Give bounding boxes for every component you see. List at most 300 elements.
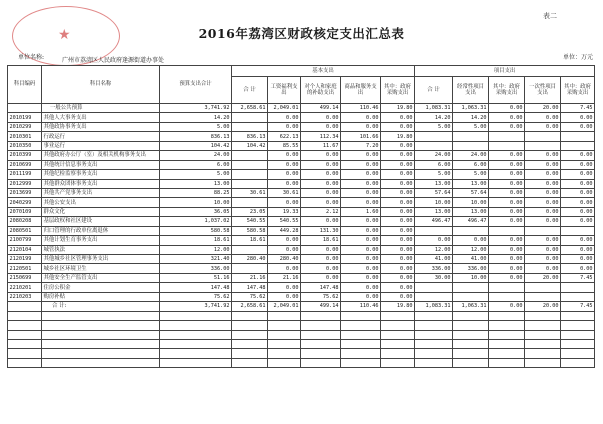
cell-value: 19.80 <box>381 104 415 113</box>
cell-value <box>453 311 489 320</box>
cell-name: 合 计: <box>42 302 160 311</box>
cell-value: 0.00 <box>268 236 301 245</box>
cell-value <box>561 292 595 301</box>
cell-name: 住房公积金 <box>42 283 160 292</box>
cell-value: 57.64 <box>453 188 489 197</box>
cell-code: 2012999 <box>8 179 42 188</box>
cell-value <box>301 358 341 367</box>
cell-value: 19.80 <box>381 132 415 141</box>
cell-value <box>525 132 561 141</box>
cell-value <box>489 141 525 150</box>
cell-value: 0.00 <box>381 160 415 169</box>
cell-name: 其他政府办公厅（室）及相关机构事务支出 <box>42 151 160 160</box>
cell-value: 0.00 <box>341 245 381 254</box>
cell-value: 104.42 <box>160 141 232 150</box>
cell-name: 行政运行 <box>42 132 160 141</box>
cell-value <box>232 339 268 348</box>
table-row <box>8 236 595 245</box>
cell-value: 496.47 <box>415 217 453 226</box>
cell-value: 0.00 <box>341 151 381 160</box>
cell-value: 5.00 <box>415 122 453 131</box>
header-b1: 工资福利支出 <box>268 77 301 104</box>
cell-value <box>232 358 268 367</box>
cell-name: 群众文化 <box>42 207 160 216</box>
cell-value <box>415 132 453 141</box>
cell-value: 24.00 <box>453 151 489 160</box>
cell-value: 0.00 <box>268 170 301 179</box>
cell-value <box>453 339 489 348</box>
cell-code: 2010699 <box>8 160 42 169</box>
cell-value: 0.00 <box>381 226 415 235</box>
header-b2: 对个人和家庭的补助支出 <box>301 77 341 104</box>
cell-code <box>8 339 42 348</box>
header-basic-subtotal: 合 计 <box>232 77 268 104</box>
cell-value: 0.00 <box>561 217 595 226</box>
cell-value: 449.28 <box>268 226 301 235</box>
cell-value: 0.00 <box>301 160 341 169</box>
cell-value: 1.60 <box>341 207 381 216</box>
cell-value: 19.80 <box>381 302 415 311</box>
page-label: 表二 <box>543 12 557 20</box>
cell-name: 其他公安支出 <box>42 198 160 207</box>
cell-value: 0.00 <box>525 207 561 216</box>
cell-value: 280.40 <box>232 255 268 264</box>
cell-value: 6.00 <box>415 160 453 169</box>
cell-value: 12.00 <box>453 245 489 254</box>
cell-value: 75.62 <box>232 292 268 301</box>
cell-value <box>341 358 381 367</box>
cell-value: 0.00 <box>561 255 595 264</box>
cell-value: 75.62 <box>160 292 232 301</box>
cell-value: 101.66 <box>341 132 381 141</box>
cell-value: 540.55 <box>268 217 301 226</box>
cell-value: 30.61 <box>268 188 301 197</box>
cell-value <box>160 311 232 320</box>
cell-value: 0.00 <box>489 302 525 311</box>
table-row <box>8 217 595 226</box>
page-title: 2016年荔湾区财政核定支出汇总表 <box>198 26 405 41</box>
cell-value <box>489 330 525 339</box>
cell-value: 580.58 <box>160 226 232 235</box>
cell-value <box>160 349 232 358</box>
cell-value: 147.48 <box>160 283 232 292</box>
cell-value: 0.00 <box>341 170 381 179</box>
cell-value: 0.00 <box>341 122 381 131</box>
cell-value: 540.55 <box>232 217 268 226</box>
cell-value <box>415 330 453 339</box>
cell-value: 0.00 <box>301 273 341 282</box>
cell-value: 0.00 <box>381 236 415 245</box>
cell-value: 1,037.02 <box>160 217 232 226</box>
cell-value: 7.20 <box>341 141 381 150</box>
cell-value: 13.00 <box>453 207 489 216</box>
cell-code: 2010301 <box>8 132 42 141</box>
cell-value: 1,083.31 <box>415 104 453 113</box>
cell-value <box>525 283 561 292</box>
cell-value: 0.00 <box>268 198 301 207</box>
cell-value: 14.20 <box>160 113 232 122</box>
cell-value: 3,741.92 <box>160 104 232 113</box>
cell-value: 0.00 <box>341 273 381 282</box>
cell-code <box>8 358 42 367</box>
total-row <box>8 302 595 311</box>
cell-value: 0.00 <box>381 255 415 264</box>
cell-value: 51.16 <box>160 273 232 282</box>
cell-name: 其他共产党事务支出 <box>42 188 160 197</box>
cell-value: 0.00 <box>489 198 525 207</box>
cell-code <box>8 311 42 320</box>
cell-value: 19.33 <box>268 207 301 216</box>
cell-value: 13.00 <box>453 179 489 188</box>
cell-value <box>453 283 489 292</box>
cell-value <box>341 349 381 358</box>
cell-name: 一般公共预算 <box>42 104 160 113</box>
cell-name: 其他城乡社区管理事务支出 <box>42 255 160 264</box>
cell-value <box>415 226 453 235</box>
cell-value: 0.00 <box>381 151 415 160</box>
table-row <box>8 273 595 282</box>
cell-value: 0.00 <box>561 170 595 179</box>
cell-value <box>160 358 232 367</box>
cell-value <box>561 358 595 367</box>
cell-value <box>415 321 453 330</box>
header-project: 项目支出 <box>415 66 595 77</box>
cell-code: 2120199 <box>8 255 42 264</box>
cell-value: 131.30 <box>301 226 341 235</box>
cell-value: 21.16 <box>232 273 268 282</box>
cell-value: 0.00 <box>341 160 381 169</box>
cell-value <box>525 349 561 358</box>
cell-value: 580.58 <box>232 226 268 235</box>
cell-value <box>268 358 301 367</box>
cell-value: 321.40 <box>160 255 232 264</box>
cell-value <box>268 311 301 320</box>
cell-value: 0.00 <box>381 207 415 216</box>
cell-value: 0.00 <box>561 113 595 122</box>
cell-value: 0.00 <box>341 292 381 301</box>
cell-value <box>381 358 415 367</box>
table-row <box>8 179 595 188</box>
cell-value: 1,063.31 <box>453 302 489 311</box>
cell-value: 0.00 <box>489 160 525 169</box>
cell-value <box>301 330 341 339</box>
cell-value <box>525 311 561 320</box>
cell-value <box>415 339 453 348</box>
cell-value: 499.14 <box>301 302 341 311</box>
cell-value <box>381 311 415 320</box>
header-p2: 其中：政府采购支出 <box>489 77 525 104</box>
cell-value: 0.00 <box>301 151 341 160</box>
cell-value: 0.00 <box>381 273 415 282</box>
cell-value: 0.00 <box>525 217 561 226</box>
cell-value: 0.00 <box>415 236 453 245</box>
cell-value <box>381 339 415 348</box>
cell-value: 0.00 <box>489 188 525 197</box>
cell-value <box>525 226 561 235</box>
cell-code: 2210203 <box>8 292 42 301</box>
cell-name: 基层政权和社区建设 <box>42 217 160 226</box>
cell-value <box>415 292 453 301</box>
cell-value: 0.00 <box>381 188 415 197</box>
cell-name: 城乡社区环境卫生 <box>42 264 160 273</box>
cell-value: 10.00 <box>453 273 489 282</box>
cell-value: 0.00 <box>453 236 489 245</box>
cell-value: 0.00 <box>489 151 525 160</box>
cell-code <box>8 321 42 330</box>
cell-value: 0.00 <box>268 122 301 131</box>
cell-name: 购房补贴 <box>42 292 160 301</box>
cell-value: 41.00 <box>415 255 453 264</box>
cell-value: 0.00 <box>561 151 595 160</box>
cell-value: 1,083.31 <box>415 302 453 311</box>
cell-value: 336.00 <box>160 264 232 273</box>
header-total: 预算支出合计 <box>160 66 232 104</box>
cell-value: 75.62 <box>301 292 341 301</box>
cell-value: 5.00 <box>453 170 489 179</box>
cell-value: 0.00 <box>341 255 381 264</box>
table-row <box>8 122 595 131</box>
cell-value <box>453 349 489 358</box>
cell-value <box>301 311 341 320</box>
cell-value: 0.00 <box>489 113 525 122</box>
cell-value: 24.00 <box>160 151 232 160</box>
cell-value: 0.00 <box>341 236 381 245</box>
cell-value: 13.00 <box>415 179 453 188</box>
cell-value: 110.46 <box>341 302 381 311</box>
cell-value: 0.00 <box>489 179 525 188</box>
header-project-subtotal: 合 计 <box>415 77 453 104</box>
cell-value: 7.45 <box>561 104 595 113</box>
cell-code: 2010350 <box>8 141 42 150</box>
cell-value <box>232 330 268 339</box>
cell-value <box>489 321 525 330</box>
seal-star-icon: ★ <box>58 27 71 43</box>
cell-value: 147.48 <box>301 283 341 292</box>
cell-value: 0.00 <box>381 245 415 254</box>
cell-value <box>268 339 301 348</box>
cell-value: 0.00 <box>381 217 415 226</box>
cell-value: 0.00 <box>301 255 341 264</box>
cell-value: 0.00 <box>268 151 301 160</box>
cell-value: 2,658.61 <box>232 104 268 113</box>
cell-value <box>232 321 268 330</box>
table-row <box>8 255 595 264</box>
cell-value: 57.64 <box>415 188 453 197</box>
cell-value: 836.13 <box>232 132 268 141</box>
table-row <box>8 245 595 254</box>
cell-value: 0.00 <box>268 113 301 122</box>
cell-value <box>415 349 453 358</box>
cell-value <box>160 339 232 348</box>
cell-value <box>381 349 415 358</box>
table-row <box>8 160 595 169</box>
table-row <box>8 132 595 141</box>
cell-value: 836.13 <box>160 132 232 141</box>
cell-value <box>453 330 489 339</box>
cell-value: 0.00 <box>489 273 525 282</box>
cell-value: 0.00 <box>268 160 301 169</box>
cell-value <box>453 141 489 150</box>
cell-value: 0.00 <box>381 113 415 122</box>
cell-value <box>525 339 561 348</box>
cell-value: 24.00 <box>415 151 453 160</box>
cell-value: 0.00 <box>561 245 595 254</box>
cell-value: 0.00 <box>489 264 525 273</box>
cell-value <box>489 358 525 367</box>
cell-value: 12.00 <box>415 245 453 254</box>
cell-value <box>160 321 232 330</box>
cell-value <box>453 358 489 367</box>
cell-value <box>489 132 525 141</box>
cell-value: 88.25 <box>160 188 232 197</box>
cell-value <box>453 132 489 141</box>
cell-value <box>489 283 525 292</box>
empty-row <box>8 321 595 330</box>
cell-value: 6.00 <box>160 160 232 169</box>
cell-value: 0.00 <box>561 236 595 245</box>
cell-value: 0.00 <box>341 179 381 188</box>
cell-code: 2120501 <box>8 264 42 273</box>
cell-value: 0.00 <box>381 141 415 150</box>
cell-value: 12.00 <box>160 245 232 254</box>
cell-name <box>42 358 160 367</box>
table-row <box>8 292 595 301</box>
cell-value: 0.00 <box>561 198 595 207</box>
cell-value: 2,049.01 <box>268 104 301 113</box>
cell-value: 0.00 <box>341 217 381 226</box>
cell-value: 0.00 <box>561 122 595 131</box>
cell-name: 其他统计信息事务支出 <box>42 160 160 169</box>
cell-value: 0.00 <box>301 245 341 254</box>
cell-value: 7.45 <box>561 273 595 282</box>
cell-value <box>561 141 595 150</box>
cell-code: 2070109 <box>8 207 42 216</box>
cell-value: 0.00 <box>381 122 415 131</box>
cell-value: 0.00 <box>561 264 595 273</box>
cell-value <box>232 179 268 188</box>
table-row <box>8 151 595 160</box>
cell-value <box>301 321 341 330</box>
cell-value: 0.00 <box>301 188 341 197</box>
table-body <box>8 104 595 368</box>
cell-name <box>42 339 160 348</box>
cell-value: 13.00 <box>415 207 453 216</box>
cell-value <box>453 321 489 330</box>
cell-value <box>525 141 561 150</box>
cell-value <box>381 321 415 330</box>
cell-value: 14.20 <box>453 113 489 122</box>
table-row <box>8 198 595 207</box>
cell-value: 0.00 <box>525 179 561 188</box>
cell-value: 0.00 <box>381 198 415 207</box>
cell-value: 1,063.31 <box>453 104 489 113</box>
table-row <box>8 283 595 292</box>
cell-value: 5.00 <box>415 170 453 179</box>
empty-row <box>8 349 595 358</box>
empty-row <box>8 339 595 348</box>
cell-value: 0.00 <box>268 264 301 273</box>
cell-name: 其他纪检监察事务支出 <box>42 170 160 179</box>
cell-value: 5.00 <box>160 122 232 131</box>
cell-value <box>232 160 268 169</box>
cell-name <box>42 330 160 339</box>
header-basic: 基本支出 <box>232 66 415 77</box>
cell-value: 2,049.01 <box>268 302 301 311</box>
cell-value <box>453 292 489 301</box>
cell-value: 0.00 <box>341 264 381 273</box>
cell-value: 622.13 <box>268 132 301 141</box>
cell-value <box>415 283 453 292</box>
cell-value: 336.00 <box>453 264 489 273</box>
cell-value: 0.00 <box>301 113 341 122</box>
header-p3: 一次性项目支出 <box>525 77 561 104</box>
cell-value <box>561 349 595 358</box>
cell-value: 23.05 <box>232 207 268 216</box>
cell-value: 0.00 <box>561 188 595 197</box>
cell-code: 2120104 <box>8 245 42 254</box>
cell-code: 2040299 <box>8 198 42 207</box>
cell-name <box>42 311 160 320</box>
cell-value <box>301 339 341 348</box>
cell-name: 其他群众团体事务支出 <box>42 179 160 188</box>
header-p1: 经常性项目支出 <box>453 77 489 104</box>
cell-value: 280.40 <box>268 255 301 264</box>
cell-value: 0.00 <box>301 264 341 273</box>
cell-value: 0.00 <box>301 122 341 131</box>
cell-value: 0.00 <box>381 292 415 301</box>
table-row <box>8 264 595 273</box>
cell-value: 20.00 <box>525 302 561 311</box>
cell-value <box>268 321 301 330</box>
cell-code: 2210201 <box>8 283 42 292</box>
cell-value <box>415 141 453 150</box>
cell-value: 112.34 <box>301 132 341 141</box>
cell-value <box>160 330 232 339</box>
cell-value: 41.00 <box>453 255 489 264</box>
unit-label: 单位名称: <box>18 54 45 61</box>
cell-value <box>525 358 561 367</box>
cell-value: 0.00 <box>489 170 525 179</box>
cell-value: 0.00 <box>525 113 561 122</box>
cell-value: 18.61 <box>232 236 268 245</box>
cell-value: 104.42 <box>232 141 268 150</box>
cell-value <box>232 151 268 160</box>
header-b3: 商品和服务支出 <box>341 77 381 104</box>
budget-table <box>7 65 595 368</box>
cell-value: 0.00 <box>341 188 381 197</box>
cell-value <box>561 339 595 348</box>
cell-value <box>381 330 415 339</box>
cell-code: 2080501 <box>8 226 42 235</box>
cell-value: 13.00 <box>160 179 232 188</box>
cell-value: 3,741.92 <box>160 302 232 311</box>
cell-value <box>561 330 595 339</box>
cell-value: 10.00 <box>415 198 453 207</box>
cell-value: 0.00 <box>268 292 301 301</box>
cell-code <box>8 104 42 113</box>
empty-row <box>8 358 595 367</box>
cell-value: 0.00 <box>525 264 561 273</box>
table-row <box>8 207 595 216</box>
cell-value: 147.48 <box>232 283 268 292</box>
cell-code <box>8 330 42 339</box>
cell-value: 30.61 <box>232 188 268 197</box>
cell-code <box>8 349 42 358</box>
table-row <box>8 141 595 150</box>
cell-value: 0.00 <box>489 245 525 254</box>
summary-row <box>8 104 595 113</box>
cell-name <box>42 321 160 330</box>
